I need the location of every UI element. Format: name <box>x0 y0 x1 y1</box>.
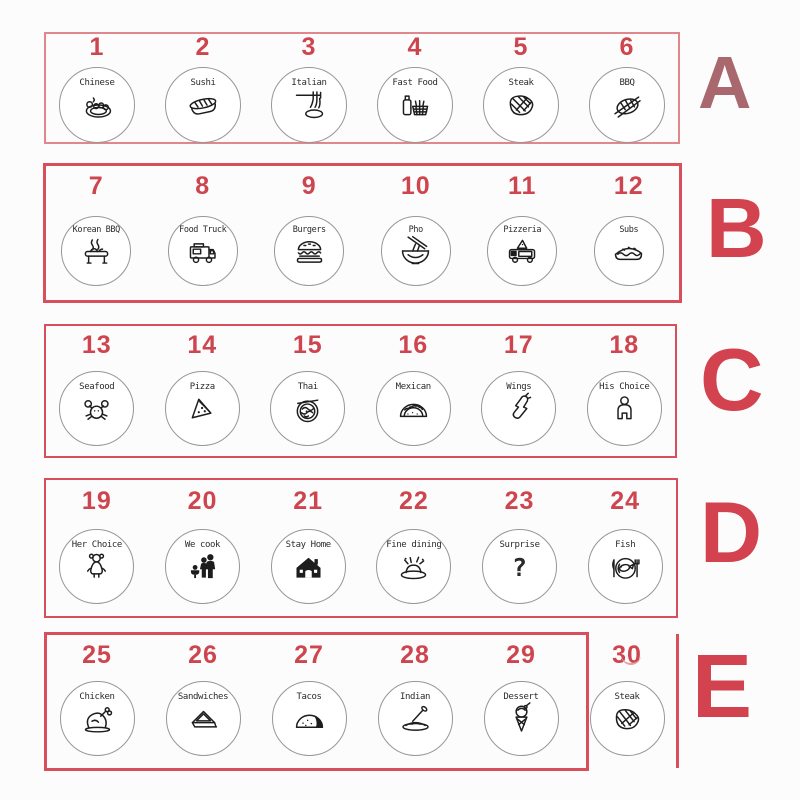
group-d-cells <box>44 487 678 604</box>
category-label: Sushi <box>190 78 216 88</box>
category-label: We cook <box>184 540 221 550</box>
category-label: Steak <box>508 78 534 88</box>
category-cell <box>469 172 576 286</box>
category-circle[interactable] <box>590 681 665 756</box>
category-number: 11 <box>508 172 537 200</box>
group-d-letter: D <box>700 485 763 581</box>
roast-chicken-icon <box>79 700 116 737</box>
fastfood-basket-icon <box>397 86 434 123</box>
category-number: 1 <box>89 33 105 61</box>
cooking-couple-icon <box>184 548 221 585</box>
steak-icon <box>503 86 540 123</box>
category-number: 4 <box>407 33 423 61</box>
question-mark-icon <box>501 548 538 585</box>
category-circle[interactable] <box>165 529 240 604</box>
taco-outline-icon <box>395 390 432 427</box>
category-circle[interactable] <box>381 216 451 286</box>
category-cell <box>150 172 257 286</box>
category-label: Dessert <box>503 692 539 702</box>
category-number: 26 <box>188 641 218 669</box>
category-cell <box>150 331 256 446</box>
category-cell <box>468 33 574 143</box>
category-cell <box>256 172 363 286</box>
category-label: Korean BBQ <box>72 225 120 235</box>
category-circle[interactable] <box>61 216 131 286</box>
category-number: 10 <box>400 172 431 200</box>
fish-plate-icon <box>607 548 644 585</box>
category-cell <box>362 641 468 756</box>
category-number: 28 <box>400 641 430 669</box>
category-cell <box>44 33 150 143</box>
category-circle[interactable] <box>484 681 559 756</box>
category-label: Her Choice <box>71 540 122 550</box>
boy-icon <box>606 390 643 427</box>
category-cell <box>150 33 256 143</box>
category-label: Indian <box>399 692 431 702</box>
category-number: 5 <box>513 33 529 61</box>
category-number: 21 <box>293 487 324 515</box>
category-number: 13 <box>81 331 112 359</box>
category-circle[interactable] <box>59 371 134 446</box>
bbq-skewer-icon <box>609 86 646 123</box>
group-e-cells <box>44 641 680 756</box>
category-label: Italian <box>291 78 327 88</box>
category-label: Chinese <box>79 78 115 88</box>
category-circle[interactable] <box>483 67 559 143</box>
taco-filled-icon <box>291 700 328 737</box>
category-number: 16 <box>398 331 429 359</box>
category-label: Mexican <box>395 382 431 392</box>
category-label: BBQ <box>619 78 635 88</box>
category-circle[interactable] <box>166 681 241 756</box>
group-e-letter: E <box>692 637 753 737</box>
category-circle[interactable] <box>59 529 134 604</box>
sushi-icon <box>185 86 222 123</box>
category-number: 20 <box>187 487 218 515</box>
category-label: Pizza <box>189 382 215 392</box>
category-number: 25 <box>82 641 112 669</box>
category-circle[interactable] <box>376 371 451 446</box>
category-label: Subs <box>619 225 639 235</box>
category-number: 15 <box>292 331 323 359</box>
category-number: 8 <box>195 172 211 200</box>
group-b-letter: B <box>706 181 767 275</box>
category-cell <box>150 487 256 604</box>
category-cell <box>363 172 470 286</box>
category-label: Surprise <box>499 540 540 550</box>
category-number: 12 <box>613 172 644 200</box>
category-circle[interactable] <box>588 529 663 604</box>
category-label: Fine dining <box>386 540 442 550</box>
group-a-cells <box>44 33 680 143</box>
category-circle[interactable] <box>481 371 556 446</box>
category-number: 9 <box>301 172 317 200</box>
house-icon <box>290 548 327 585</box>
category-number: 29 <box>506 641 536 669</box>
category-number: 27 <box>294 641 324 669</box>
category-circle[interactable] <box>271 67 347 143</box>
category-label: Fast Food <box>392 78 438 88</box>
category-circle[interactable] <box>168 216 238 286</box>
group-c-cells <box>44 331 677 446</box>
category-cell <box>466 331 572 446</box>
thai-plate-icon <box>289 390 326 427</box>
svg-text:?: ? <box>511 552 528 582</box>
category-cell <box>44 641 150 756</box>
pizza-van-icon <box>504 233 541 270</box>
fine-dining-plate-icon <box>395 548 432 585</box>
category-circle[interactable] <box>272 681 347 756</box>
category-label: Wings <box>506 382 532 392</box>
category-label: Fish <box>615 540 636 550</box>
category-cell <box>255 487 361 604</box>
sandwich-stack-icon <box>185 700 222 737</box>
category-circle[interactable] <box>587 371 662 446</box>
category-circle[interactable] <box>165 371 240 446</box>
indian-thali-icon <box>397 700 434 737</box>
category-number: 24 <box>610 487 641 515</box>
category-label: Food Truck <box>179 225 227 235</box>
category-cell <box>574 33 680 143</box>
category-label: Tacos <box>296 692 322 702</box>
chicken-wing-icon <box>500 390 537 427</box>
category-number: 22 <box>398 487 429 515</box>
category-cell <box>361 331 467 446</box>
category-cell <box>572 487 678 604</box>
pizza-slice-icon <box>184 390 221 427</box>
category-cell <box>467 487 573 604</box>
category-label: Sandwiches <box>177 692 229 702</box>
ice-cream-icon <box>503 700 540 737</box>
group-b-cells <box>43 172 682 286</box>
category-label: Pizzeria <box>503 225 542 235</box>
category-label: Chicken <box>79 692 115 702</box>
crab-icon <box>78 390 115 427</box>
category-cell <box>361 487 467 604</box>
category-cell <box>256 641 362 756</box>
category-cell <box>572 331 678 446</box>
category-label: Seafood <box>79 382 115 392</box>
category-label: Stay Home <box>285 540 331 550</box>
girl-icon <box>78 548 115 585</box>
category-circle[interactable] <box>589 67 665 143</box>
category-number: 2 <box>195 33 211 61</box>
category-number: 7 <box>88 172 104 200</box>
category-circle[interactable] <box>376 529 451 604</box>
category-cell <box>44 331 150 446</box>
category-label: Thai <box>297 382 318 392</box>
category-circle[interactable] <box>59 67 135 143</box>
category-circle[interactable] <box>482 529 557 604</box>
category-circle[interactable] <box>487 216 557 286</box>
category-number: 14 <box>187 331 218 359</box>
category-label: Pho <box>408 225 423 235</box>
category-number: 6 <box>619 33 635 61</box>
category-cell <box>255 331 361 446</box>
category-number: 23 <box>504 487 535 515</box>
sub-sandwich-icon <box>610 233 647 270</box>
category-label: Burgers <box>292 225 326 235</box>
category-circle[interactable] <box>271 529 346 604</box>
group-c-letter: C <box>700 330 764 429</box>
category-label: Steak <box>614 692 640 702</box>
category-number: 30 <box>612 641 642 669</box>
pho-bowl-icon <box>397 233 434 270</box>
fork-noodles-icon <box>291 86 328 123</box>
category-circle[interactable] <box>60 681 135 756</box>
category-number: 3 <box>301 33 317 61</box>
category-circle[interactable] <box>274 216 344 286</box>
category-cell <box>43 172 150 286</box>
group-a-letter: A <box>698 41 752 124</box>
category-cell <box>256 33 362 143</box>
category-circle[interactable] <box>270 371 345 446</box>
category-cell <box>44 487 150 604</box>
category-cell <box>576 172 683 286</box>
category-circle[interactable] <box>165 67 241 143</box>
category-number: 18 <box>609 331 640 359</box>
burger-icon <box>291 233 328 270</box>
category-circle[interactable] <box>594 216 664 286</box>
food-truck-icon <box>184 233 221 270</box>
category-number: 19 <box>81 487 112 515</box>
category-number: 17 <box>503 331 534 359</box>
category-circle[interactable] <box>377 67 453 143</box>
chinese-plate-icon <box>79 86 116 123</box>
category-label: His Choice <box>599 382 650 392</box>
category-cell <box>362 33 468 143</box>
category-cell <box>468 641 574 756</box>
steak-alt-icon <box>609 700 646 737</box>
korean-grill-icon <box>78 233 115 270</box>
category-cell <box>150 641 256 756</box>
category-circle[interactable] <box>378 681 453 756</box>
